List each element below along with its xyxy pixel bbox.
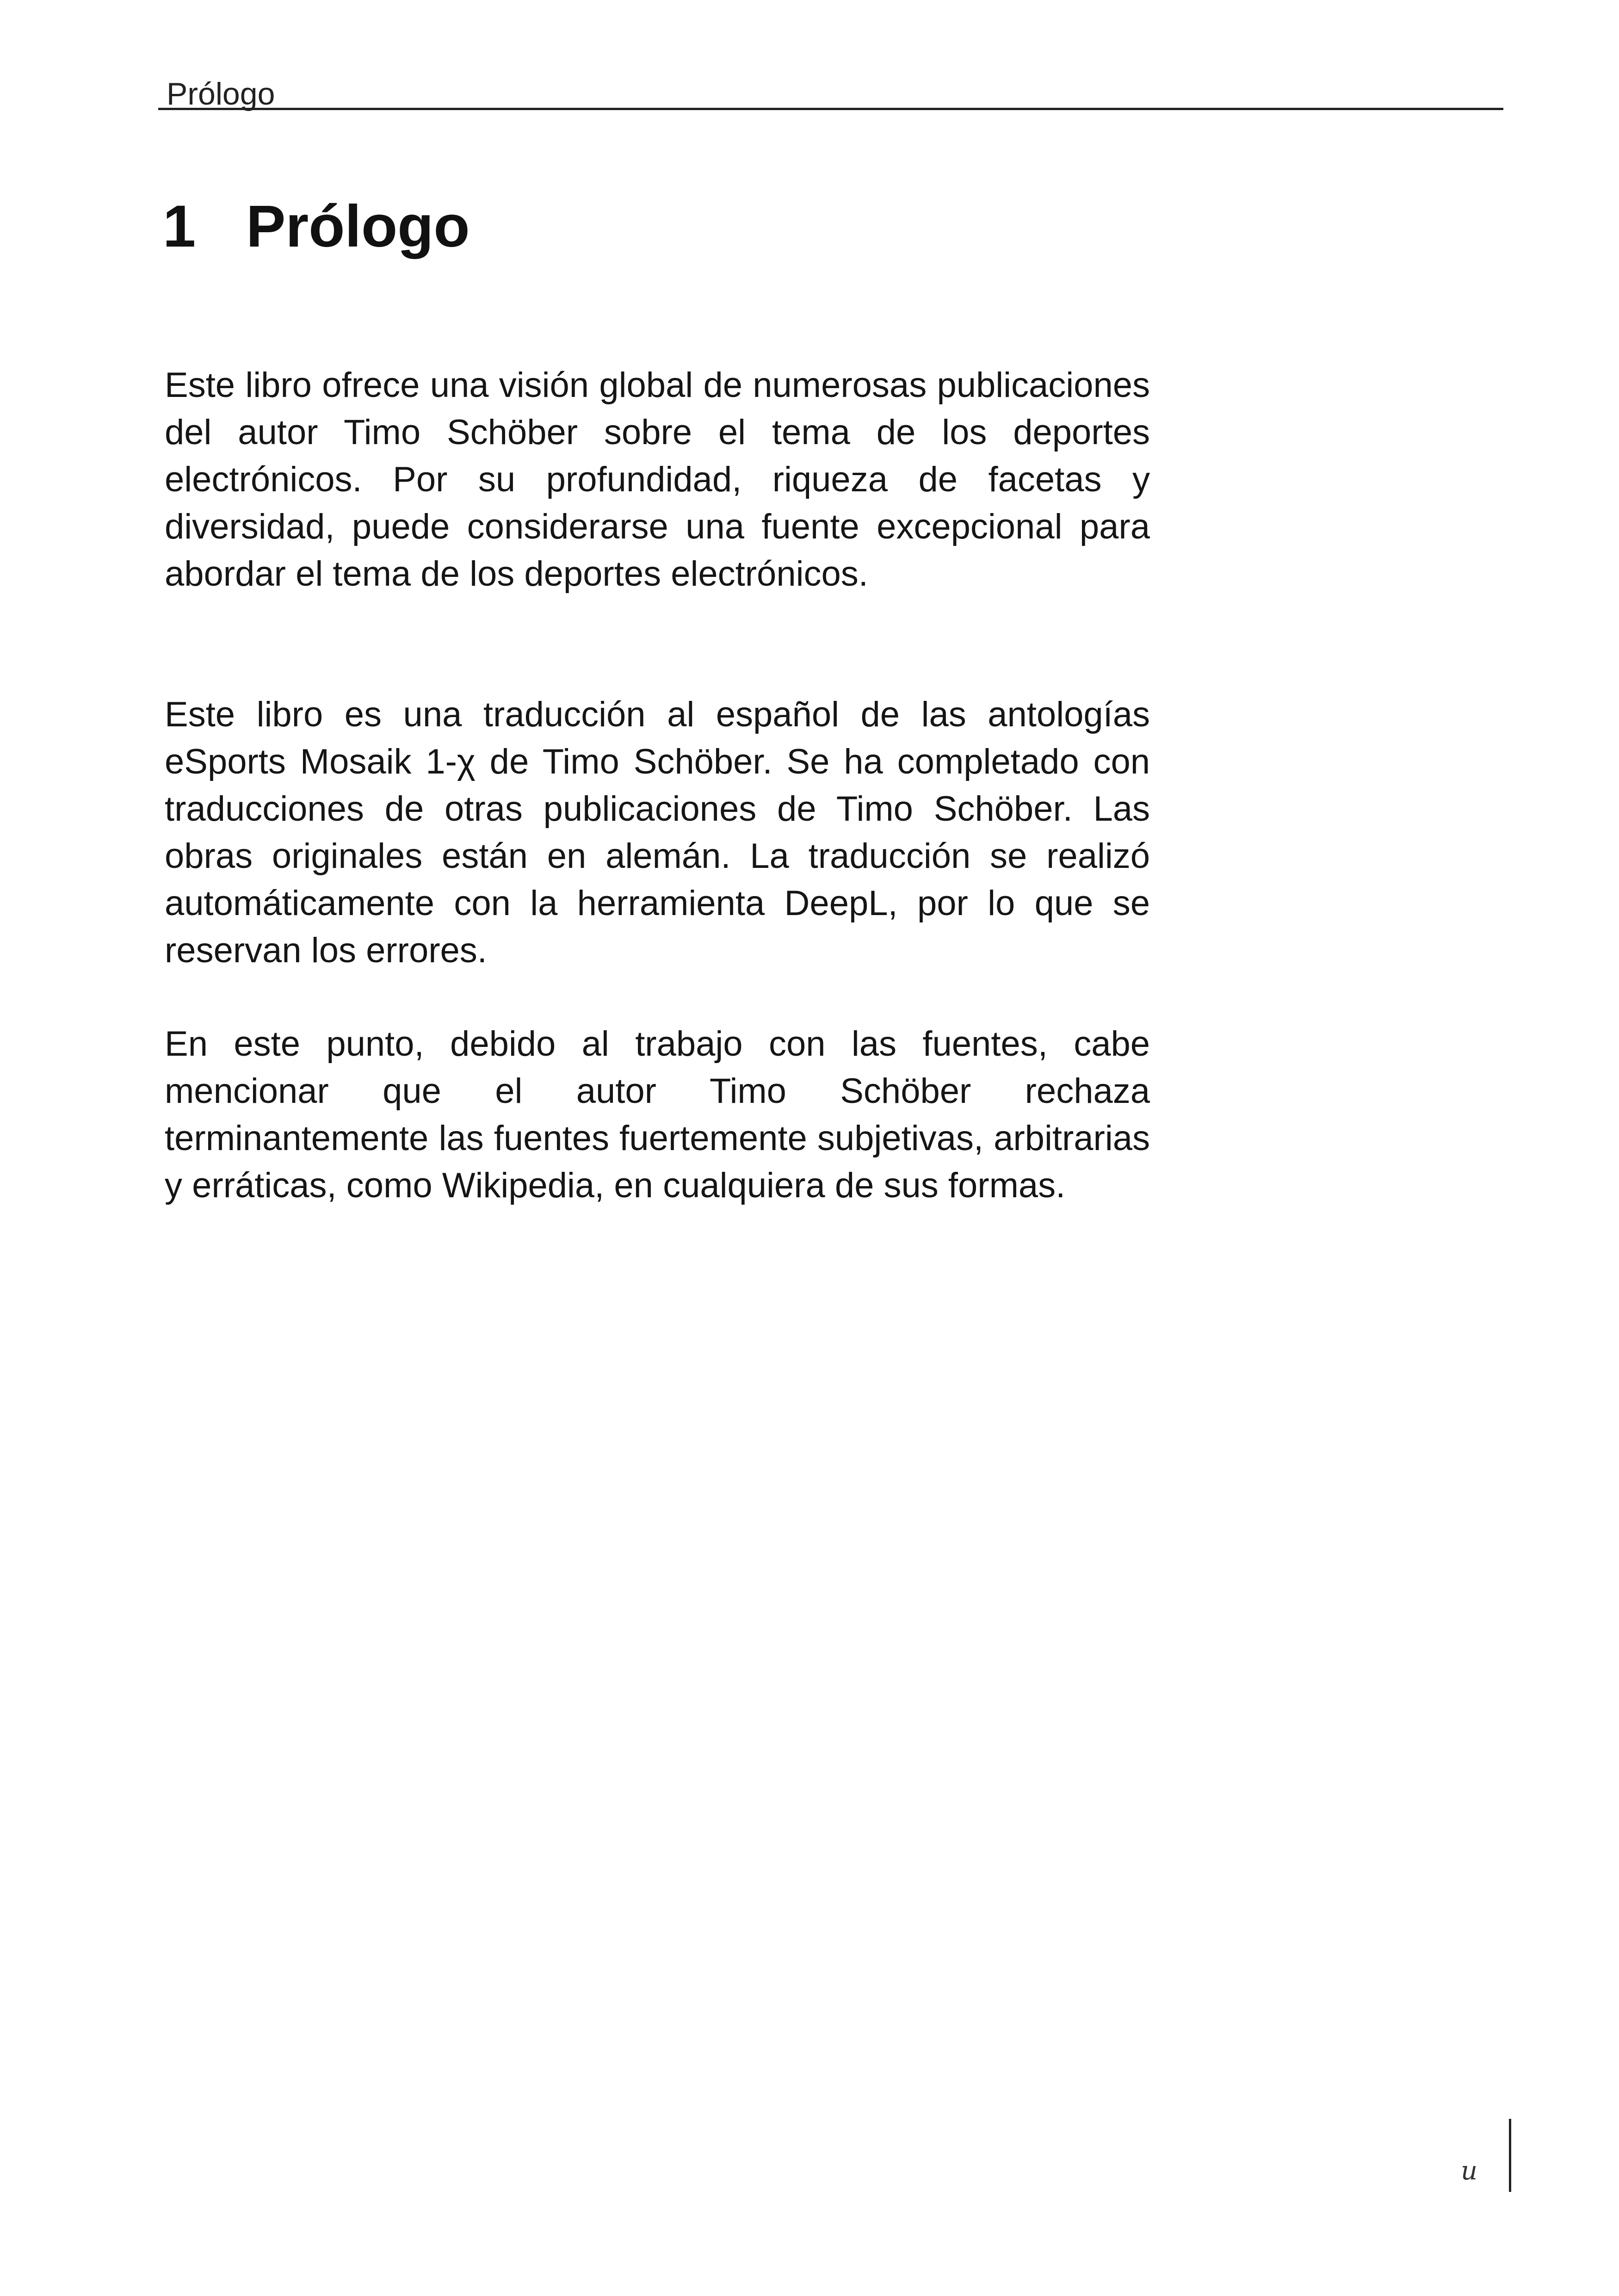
paragraph-2: Este libro es una traducción al español de las antologías eSports Mosaik 1-χ de Timo Schöber. Se ha completado con traducciones de otras publicaciones de Timo Schöber. Las obras originales están en alemán. La traducción se realizó automáticamente con la herramienta DeepL, por lo que se reservan los errores.: [165, 695, 1150, 970]
chapter-heading: [163, 194, 470, 260]
paragraph-3: En este punto, debido al trabajo con las fuentes, cabe mencionar que el autor Timo Schöber rechaza terminantemente las fuentes fuertemente subjetivas, arbitrarias y erráticas, como Wikipedia, en cualquiera de sus formas.: [165, 1024, 1150, 1205]
chapter-number: 1: [163, 193, 196, 260]
running-header-title: Prólogo: [167, 76, 275, 111]
running-header: [158, 67, 1503, 110]
page-number-rule: [1509, 2119, 1511, 2192]
chapter-title: Prólogo: [246, 193, 470, 260]
paragraph-1: Este libro ofrece una visión global de numerosas publicaciones del autor Timo Schöber sobre el tema de los deportes electrónicos. Por su profundidad, riqueza de facetas y diversidad, puede considerarse una fuente excepcional para abordar el tema de los deportes electrónicos.: [165, 365, 1150, 594]
page-number: u: [1461, 2156, 1478, 2186]
